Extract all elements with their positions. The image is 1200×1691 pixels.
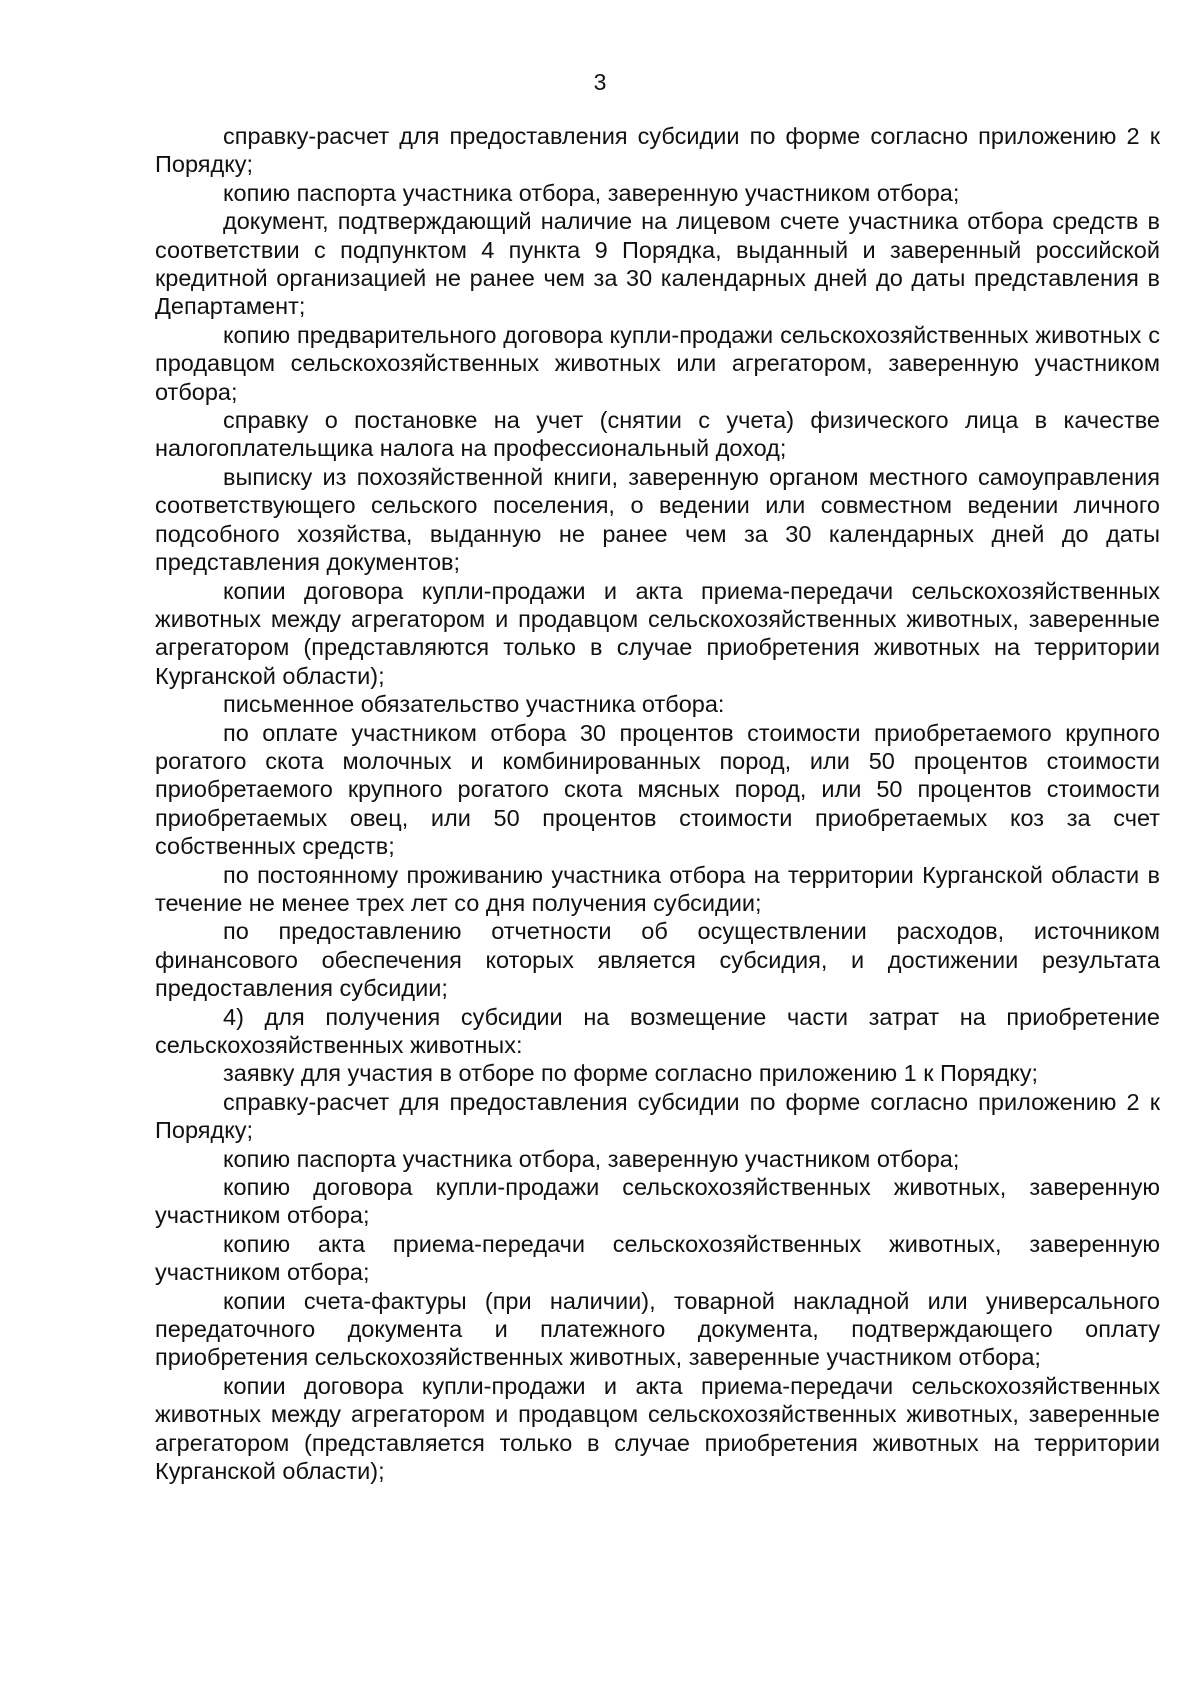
paragraph: копию паспорта участника отбора, заверенную участником отбора; — [223, 179, 960, 206]
paragraph: по постоянному проживанию участника отбора на территории Курганской области в течение не менее трех лет со дня получения субсидии; — [155, 861, 1160, 916]
paragraph: справку-расчет для предоставления субсидии по форме согласно приложению 2 к Порядку; — [155, 123, 1160, 178]
paragraph: копии договора купли-продажи и акта приема-передачи сельскохозяйственных животных между агрегатором и продавцом сельскохозяйственных животных, заверенные агрегатором (представляются только в случае приобретения животных на территории Курганской области); — [155, 577, 1160, 689]
paragraph: выписку из похозяйственной книги, заверенную органом местного самоуправления соответствующего сельского поселения, о ведении или совместном ведении личного подсобного хозяйства, выданную не ранее чем за 30 календарных дней до даты представления документов; — [155, 463, 1160, 576]
paragraph: копию договора купли-продажи сельскохозяйственных животных, заверенную участником отбора; — [155, 1174, 1160, 1229]
paragraph: письменное обязательство участника отбора: — [223, 691, 725, 718]
document-body — [155, 122, 1160, 1486]
paragraph: копию паспорта участника отбора, заверенную участником отбора; — [223, 1145, 960, 1172]
paragraph: заявку для участия в отборе по форме согласно приложению 1 к Порядку; — [223, 1060, 1039, 1087]
paragraph: по оплате участником отбора 30 процентов стоимости приобретаемого крупного рогатого скота молочных и комбинированных пород, или 50 процентов стоимости приобретаемого крупного рогатого скота мясных пород, или 50 процентов стоимости приобретаемых овец, или 50 процентов стоимости приобретаемых коз за счет собственных средств; — [155, 719, 1160, 860]
paragraph: копию акта приема-передачи сельскохозяйственных животных, заверенную участником отбора; — [155, 1230, 1160, 1286]
paragraph: копию предварительного договора купли-продажи сельскохозяйственных животных с продавцом сельскохозяйственных животных или агрегатором, заверенную участником отбора; — [155, 321, 1160, 405]
paragraph: по предоставлению отчетности об осуществлении расходов, источником финансового обеспечения которых является субсидия, и достижении результата предоставления субсидии; — [155, 918, 1160, 1002]
paragraph: справку-расчет для предоставления субсидии по форме согласно приложению 2 к Порядку; — [155, 1088, 1160, 1144]
paragraph: документ, подтверждающий наличие на лицевом счете участника отбора средств в соответствии с подпунктом 4 пункта 9 Порядка, выданный и заверенный российской кредитной организацией не ранее чем за 30 календарных дней до даты представления в Департамент; — [155, 208, 1160, 320]
paragraph: справку о постановке на учет (снятии с учета) физического лица в качестве налогоплательщика налога на профессиональный доход; — [155, 407, 1160, 462]
page-number: 3 — [593, 69, 607, 95]
paragraph: 4) для получения субсидии на возмещение части затрат на приобретение сельскохозяйственных животных: — [155, 1003, 1160, 1058]
paragraph: копии договора купли-продажи и акта приема-передачи сельскохозяйственных животных между агрегатором и продавцом сельскохозяйственных животных, заверенные агрегатором (представляется только в случае приобретения животных на территории Курганской области); — [155, 1372, 1160, 1485]
paragraph: копии счета-фактуры (при наличии), товарной накладной или универсального передаточного документа и платежного документа, подтверждающего оплату приобретения сельскохозяйственных животных, заверенные участником отбора; — [155, 1287, 1160, 1371]
